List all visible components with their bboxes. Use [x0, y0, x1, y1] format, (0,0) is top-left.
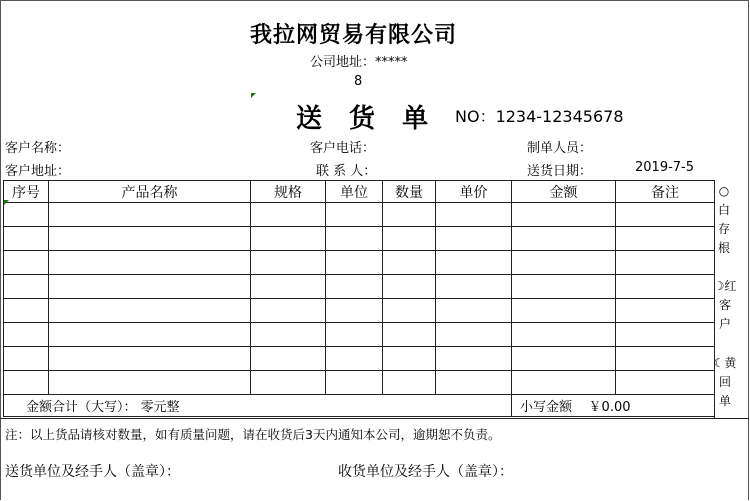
table-cell[interactable] — [616, 371, 715, 395]
table-row — [4, 347, 715, 371]
table-cell[interactable] — [4, 275, 49, 299]
maker-label: 制单人员： — [527, 141, 593, 156]
table-cell[interactable] — [326, 251, 383, 275]
contact-label: 联 系 人： — [316, 164, 377, 179]
table-cell[interactable] — [4, 203, 49, 227]
document-title: 送 货 单 — [296, 104, 438, 134]
circle-icon: ○ — [718, 184, 730, 198]
table-row — [4, 203, 715, 227]
table-cell[interactable] — [4, 299, 49, 323]
table-cell[interactable] — [616, 323, 715, 347]
table-cell[interactable] — [616, 203, 715, 227]
table-cell[interactable] — [436, 275, 512, 299]
table-cell[interactable] — [326, 371, 383, 395]
table-row — [4, 251, 715, 275]
table-cell[interactable] — [383, 227, 436, 251]
table-cell[interactable] — [512, 275, 616, 299]
table-cell[interactable] — [436, 323, 512, 347]
header-amount: 金额 — [512, 181, 616, 203]
copy-label-white — [717, 182, 731, 258]
header-index: 序号 — [4, 181, 49, 203]
table-cell[interactable] — [251, 251, 326, 275]
small-amount-value: ￥0.00 — [588, 400, 631, 415]
table-header-row — [4, 181, 715, 203]
copy-yellow-char3: 单 — [718, 394, 731, 408]
table-row — [4, 275, 715, 299]
table-cell[interactable] — [326, 275, 383, 299]
sender-signature-label: 送货单位及经手人（盖章）： — [5, 464, 180, 480]
table-cell[interactable] — [512, 371, 616, 395]
table-cell[interactable] — [383, 251, 436, 275]
copy-red-char2: 客 — [718, 298, 731, 312]
copy-yellow-char2: 回 — [718, 375, 731, 389]
delivery-date-value: 2019-7-5 — [635, 160, 695, 175]
table-cell[interactable] — [383, 323, 436, 347]
table-cell[interactable] — [326, 323, 383, 347]
table-cell[interactable] — [49, 323, 251, 347]
total-amount-words: 金额合计（大写）： 零元整 — [4, 395, 512, 417]
table-cell[interactable] — [251, 275, 326, 299]
table-cell[interactable] — [49, 275, 251, 299]
table-cell[interactable] — [4, 323, 49, 347]
table-cell[interactable] — [326, 347, 383, 371]
corner-mark-icon — [251, 93, 256, 98]
header-quantity: 数量 — [383, 181, 436, 203]
table-cell[interactable] — [512, 347, 616, 371]
table-row — [4, 323, 715, 347]
customer-name-label: 客户名称： — [5, 141, 71, 156]
table-cell[interactable] — [512, 299, 616, 323]
table-cell[interactable] — [251, 299, 326, 323]
table-cell[interactable] — [49, 299, 251, 323]
table-cell[interactable] — [326, 227, 383, 251]
table-cell[interactable] — [436, 371, 512, 395]
table-cell[interactable] — [436, 251, 512, 275]
document-number: NO：1234-12345678 — [455, 107, 624, 126]
copy-red-char1: ☽红 — [713, 279, 737, 293]
table-row — [4, 299, 715, 323]
table-cell[interactable] — [512, 251, 616, 275]
table-cell[interactable] — [251, 323, 326, 347]
header-product: 产品名称 — [49, 181, 251, 203]
company-address: 公司地址：***** — [310, 55, 408, 70]
table-cell[interactable] — [512, 323, 616, 347]
table-cell[interactable] — [383, 299, 436, 323]
table-cell[interactable] — [436, 227, 512, 251]
table-cell[interactable] — [4, 251, 49, 275]
items-table — [3, 180, 715, 417]
table-cell[interactable] — [436, 299, 512, 323]
copy-yellow-char1: ☾黄 — [713, 356, 737, 370]
table-cell[interactable] — [326, 299, 383, 323]
table-cell[interactable] — [4, 347, 49, 371]
table-cell[interactable] — [49, 227, 251, 251]
table-row — [4, 227, 715, 251]
small-amount-label: 小写金额 — [520, 400, 573, 415]
table-cell[interactable] — [4, 371, 49, 395]
footer-note: 注：以上货品请核对数量，如有质量问题，请在收货后3天内通知本公司，逾期恕不负责。 — [5, 427, 501, 442]
table-cell[interactable] — [436, 203, 512, 227]
table-cell[interactable] — [383, 203, 436, 227]
small-amount — [512, 395, 715, 417]
table-cell[interactable] — [616, 299, 715, 323]
footer-divider — [714, 396, 715, 418]
company-name: 我拉网贸易有限公司 — [250, 23, 458, 48]
cell-corner-mark-icon — [4, 200, 9, 205]
table-cell[interactable] — [512, 203, 616, 227]
company-address-line2: 8 — [354, 74, 363, 89]
header-price: 单价 — [436, 181, 512, 203]
header-unit: 单位 — [326, 181, 383, 203]
table-cell[interactable] — [49, 347, 251, 371]
copy-label-yellow — [713, 354, 737, 411]
delivery-date-label: 送货日期： — [527, 164, 593, 179]
customer-address-label: 客户地址： — [5, 164, 71, 179]
header-remark: 备注 — [616, 181, 715, 203]
table-cell[interactable] — [49, 371, 251, 395]
table-cell[interactable] — [616, 275, 715, 299]
copy-label-red — [713, 277, 737, 334]
table-cell[interactable] — [326, 203, 383, 227]
table-cell[interactable] — [616, 227, 715, 251]
table-cell[interactable] — [49, 251, 251, 275]
table-cell[interactable] — [383, 347, 436, 371]
table-cell[interactable] — [4, 227, 49, 251]
header-spec: 规格 — [251, 181, 326, 203]
table-cell[interactable] — [251, 371, 326, 395]
copy-red-char3: 户 — [718, 317, 731, 331]
note-top-border — [0, 418, 749, 419]
customer-phone-label: 客户电话： — [310, 141, 376, 156]
copy-white-char1: 白 — [717, 203, 730, 217]
table-cell[interactable] — [251, 203, 326, 227]
receiver-signature-label: 收货单位及经手人（盖章）： — [338, 464, 513, 480]
table-cell[interactable] — [383, 371, 436, 395]
copy-white-char3: 根 — [717, 241, 730, 255]
table-cell[interactable] — [251, 227, 326, 251]
total-row — [4, 395, 715, 417]
table-cell[interactable] — [436, 347, 512, 371]
copy-white-char2: 存 — [717, 222, 730, 236]
table-cell[interactable] — [49, 203, 251, 227]
table-cell[interactable] — [616, 251, 715, 275]
table-cell[interactable] — [383, 275, 436, 299]
table-row — [4, 371, 715, 395]
table-cell[interactable] — [251, 347, 326, 371]
table-cell[interactable] — [512, 227, 616, 251]
table-cell[interactable] — [616, 347, 715, 371]
